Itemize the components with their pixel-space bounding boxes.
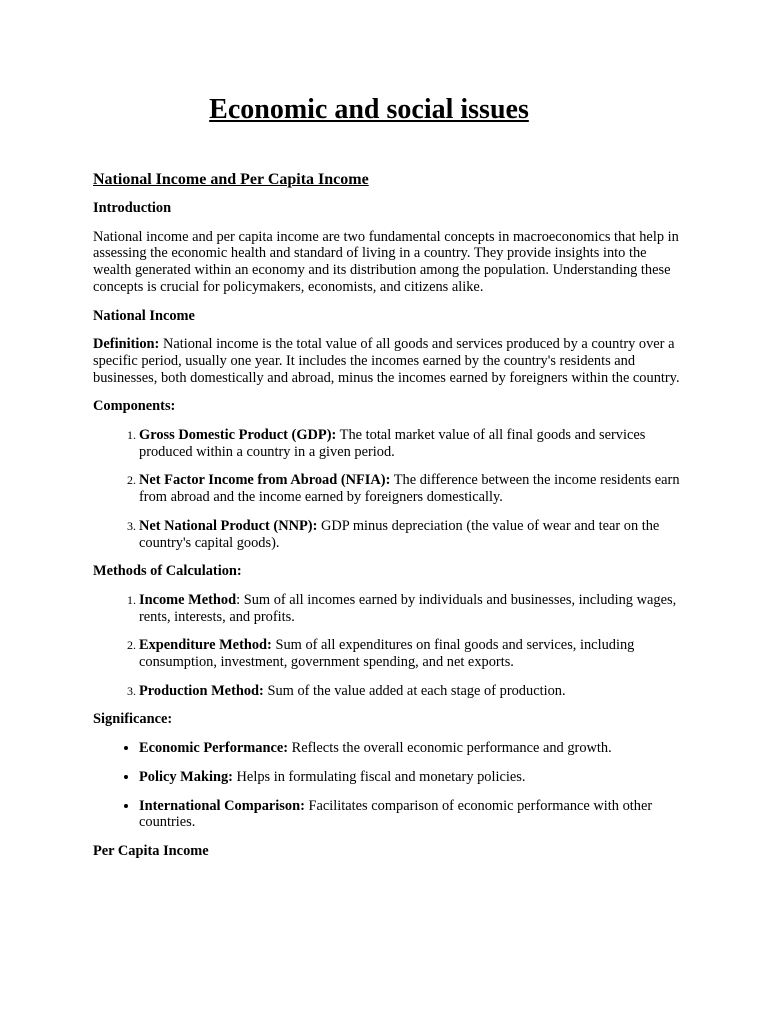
definition-text: National income is the total value of all goods and services produced by a country over a specific period, usually one year. It includes the incomes earned by the country's residents and businesses, both domestically and abroad, minus the incomes earned by foreigners within the country. bbox=[93, 336, 680, 386]
list-item bbox=[139, 518, 683, 551]
definition-paragraph bbox=[93, 336, 683, 386]
item-text: Sum of the value added at each stage of production. bbox=[263, 682, 566, 699]
list-item bbox=[139, 637, 683, 670]
national-income-heading: National Income bbox=[93, 307, 195, 324]
item-text: Reflects the overall economic performance and growth. bbox=[288, 740, 612, 757]
definition-label: Definition: bbox=[93, 336, 160, 353]
components-list bbox=[93, 427, 683, 551]
introduction-paragraph: National income and per capita income are two fundamental concepts in macroeconomics that help in assessing the economic health and standard of living in a country. They provide insights into the wealth generated within an economy and its distribution among the population. Understanding these concepts is crucial for policymakers, economists, and citizens alike. bbox=[93, 228, 679, 295]
document-title: Economic and social issues bbox=[209, 94, 529, 125]
item-term: Income Method bbox=[139, 591, 237, 608]
list-item bbox=[139, 798, 683, 831]
item-text: Sum of all expenditures on final goods and services, including consumption, investment, government spending, and net exports. bbox=[139, 637, 635, 671]
list-item bbox=[139, 740, 683, 757]
item-term: Expenditure Method: bbox=[139, 637, 272, 654]
item-term: Gross Domestic Product (GDP): bbox=[139, 427, 337, 444]
list-item bbox=[139, 427, 683, 460]
components-heading: Components: bbox=[93, 398, 176, 415]
document-body bbox=[93, 200, 683, 872]
item-term: Net National Product (NNP): bbox=[139, 517, 318, 534]
significance-list bbox=[93, 740, 683, 831]
methods-list bbox=[93, 592, 683, 700]
list-item bbox=[139, 769, 683, 786]
item-term: International Comparison: bbox=[139, 797, 305, 814]
methods-heading: Methods of Calculation: bbox=[93, 563, 242, 580]
per-capita-heading: Per Capita Income bbox=[93, 842, 209, 859]
item-text: The difference between the income residents earn from abroad and the income earned by foreigners domestically. bbox=[139, 472, 680, 506]
item-text: The total market value of all final goods and services produced within a country in a given period. bbox=[139, 427, 646, 460]
item-term: Production Method: bbox=[139, 682, 264, 699]
list-item bbox=[139, 472, 683, 505]
item-term: Economic Performance: bbox=[139, 740, 289, 757]
item-text: Facilitates comparison of economic performance with other countries. bbox=[139, 797, 653, 831]
significance-heading: Significance: bbox=[93, 711, 173, 728]
section-heading: National Income and Per Capita Income bbox=[93, 171, 369, 188]
list-item bbox=[139, 683, 683, 700]
item-text: Helps in formulating fiscal and monetary policies. bbox=[232, 768, 526, 785]
item-text: GDP minus depreciation (the value of wear and tear on the country's capital goods). bbox=[139, 517, 660, 551]
list-item bbox=[139, 592, 683, 625]
introduction-heading: Introduction bbox=[93, 200, 172, 216]
item-term: Policy Making: bbox=[139, 768, 233, 785]
item-text: : Sum of all incomes earned by individuals and businesses, including wages, rents, interests, and profits. bbox=[139, 591, 677, 625]
item-term: Net Factor Income from Abroad (NFIA): bbox=[139, 472, 391, 489]
